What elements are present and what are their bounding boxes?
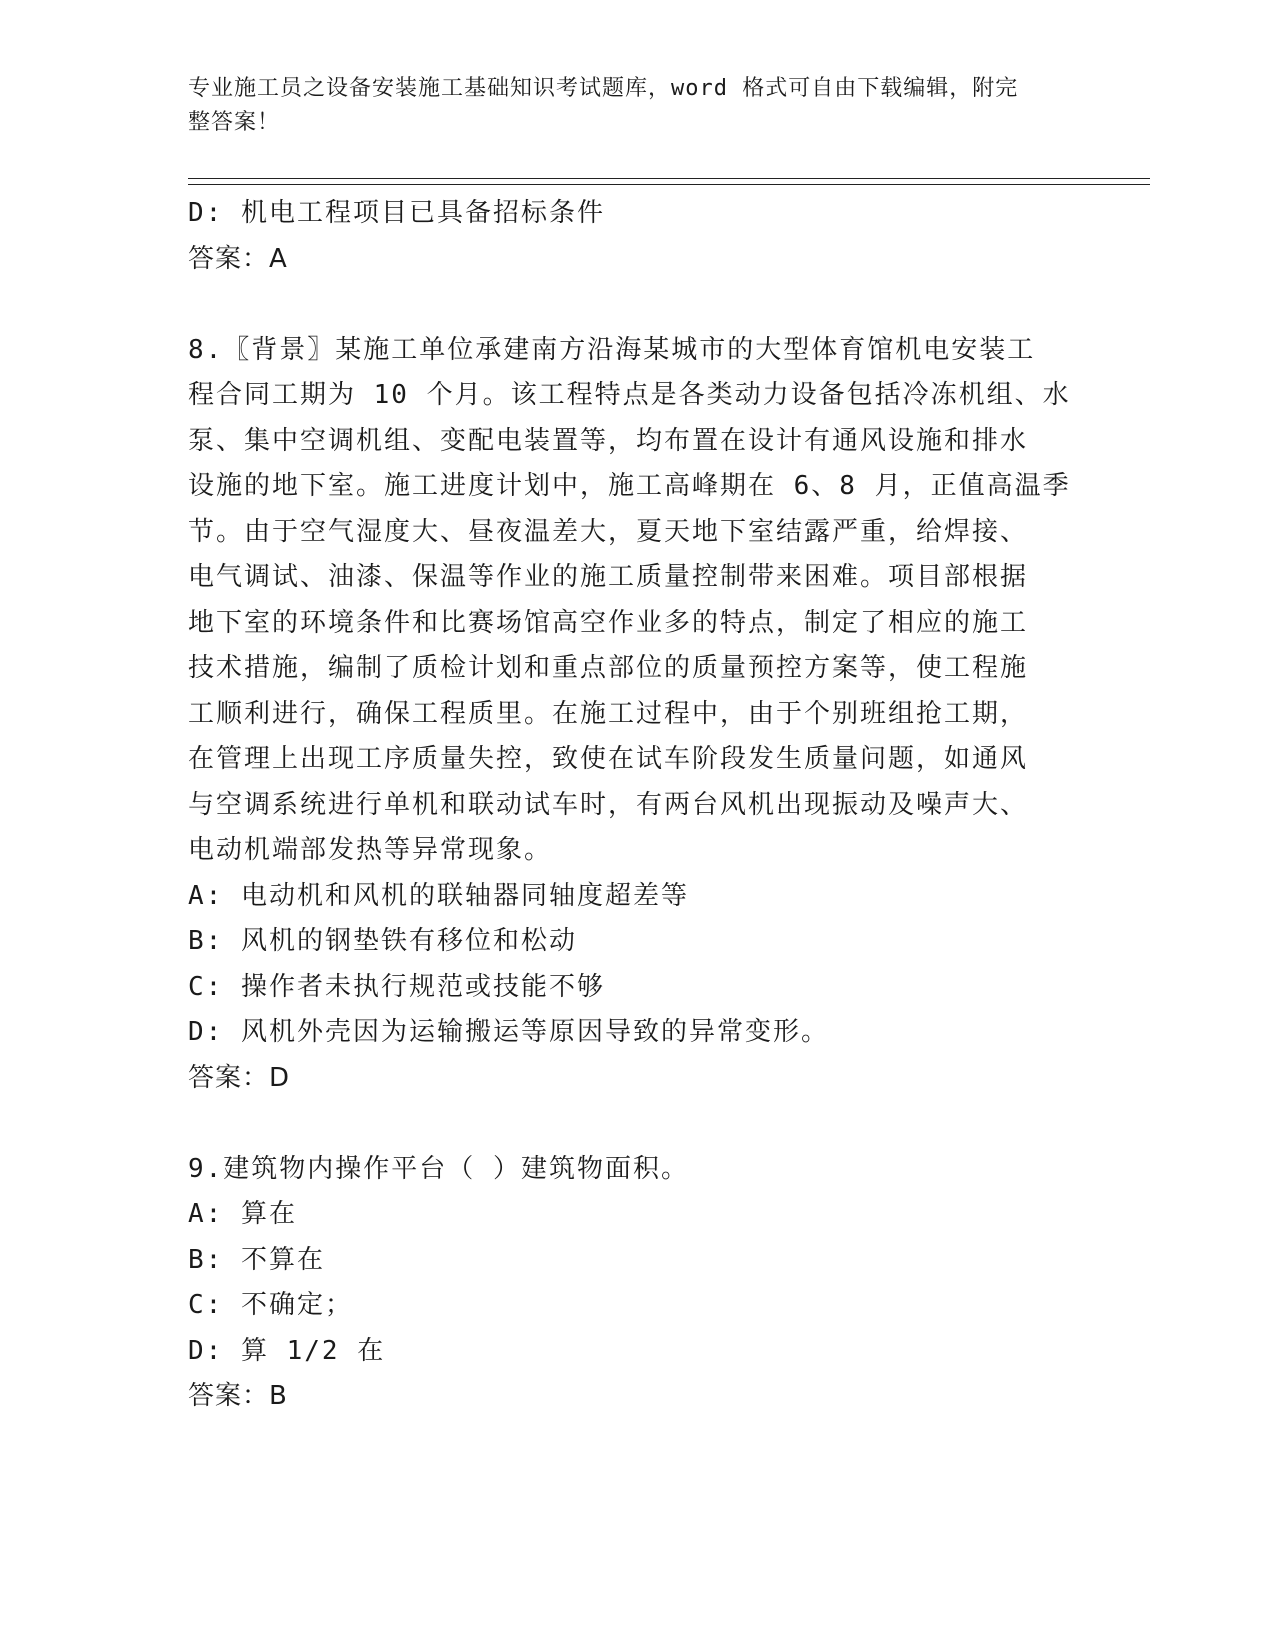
q8-stem-line: 设施的地下室。施工进度计划中，施工高峰期在 6、8 月，正值高温季 bbox=[188, 471, 1071, 501]
q9-option-d: D: 算 1/2 在 bbox=[188, 1335, 386, 1366]
q9-option-a: A: 算在 bbox=[188, 1199, 297, 1229]
q8-stem-line: 程合同工期为 10 个月。该工程特点是各类动力设备包括冷冻机组、水 bbox=[188, 380, 1071, 410]
spacer bbox=[188, 1101, 1088, 1147]
q9-question: 9.建筑物内操作平台（ ）建筑物面积。 bbox=[188, 1153, 689, 1184]
q7-option-d: D: 机电工程项目已具备招标条件 bbox=[188, 198, 605, 228]
header-divider-top bbox=[188, 178, 1150, 179]
q9-answer: 答案：B bbox=[188, 1381, 288, 1411]
q8-stem bbox=[188, 328, 1088, 874]
q8-stem-line: 节。由于空气湿度大、昼夜温差大，夏天地下室结露严重，给焊接、 bbox=[188, 516, 1029, 547]
q8-stem-line: 技术措施，编制了质检计划和重点部位的质量预控方案等，使工程施 bbox=[188, 653, 1029, 683]
q8-stem-line: 与空调系统进行单机和联动试车时，有两台风机出现振动及噪声大、 bbox=[188, 789, 1029, 820]
document-body bbox=[188, 191, 1088, 1420]
q7-answer: 答案：A bbox=[188, 243, 288, 274]
header-divider-bottom bbox=[188, 184, 1150, 185]
q8-stem-line: 电动机端部发热等异常现象。 bbox=[188, 835, 553, 865]
header-line-1: 专业施工员之设备安装施工基础知识考试题库，word 格式可自由下载编辑，附完 bbox=[188, 76, 1019, 101]
q8-option-a: A: 电动机和风机的联轴器同轴度超差等 bbox=[188, 880, 689, 911]
q8-option-d: D: 风机外壳因为运输搬运等原因导致的异常变形。 bbox=[188, 1017, 829, 1047]
q8-stem-line: 电气调试、油漆、保温等作业的施工质量控制带来困难。项目部根据 bbox=[188, 562, 1029, 592]
q8-option-b: B: 风机的钢垫铁有移位和松动 bbox=[188, 926, 577, 956]
q8-stem-line: 工顺利进行，确保工程质里。在施工过程中，由于个别班组抢工期， bbox=[188, 698, 1029, 729]
q9-option-c: C: 不确定； bbox=[188, 1290, 353, 1320]
question-8 bbox=[188, 328, 1088, 1102]
document-header bbox=[188, 72, 1068, 140]
q8-stem-line: 8.〖背景〗某施工单位承建南方沿海某城市的大型体育馆机电安装工 bbox=[188, 334, 1036, 365]
q8-stem-line: 在管理上出现工序质量失控，致使在试车阶段发生质量问题，如通风 bbox=[188, 744, 1029, 774]
q8-stem-line: 地下室的环境条件和比赛场馆高空作业多的特点，制定了相应的施工 bbox=[188, 607, 1029, 638]
spacer bbox=[188, 282, 1088, 328]
q8-answer: 答案：D bbox=[188, 1062, 291, 1093]
q9-option-b: B: 不算在 bbox=[188, 1244, 325, 1275]
q8-option-c: C: 操作者未执行规范或技能不够 bbox=[188, 971, 605, 1002]
question-7 bbox=[188, 191, 1088, 282]
q8-stem-line: 泵、集中空调机组、变配电装置等，均布置在设计有通风设施和排水 bbox=[188, 425, 1029, 456]
question-9 bbox=[188, 1147, 1088, 1420]
header-line-2: 整答案！ bbox=[188, 110, 281, 135]
